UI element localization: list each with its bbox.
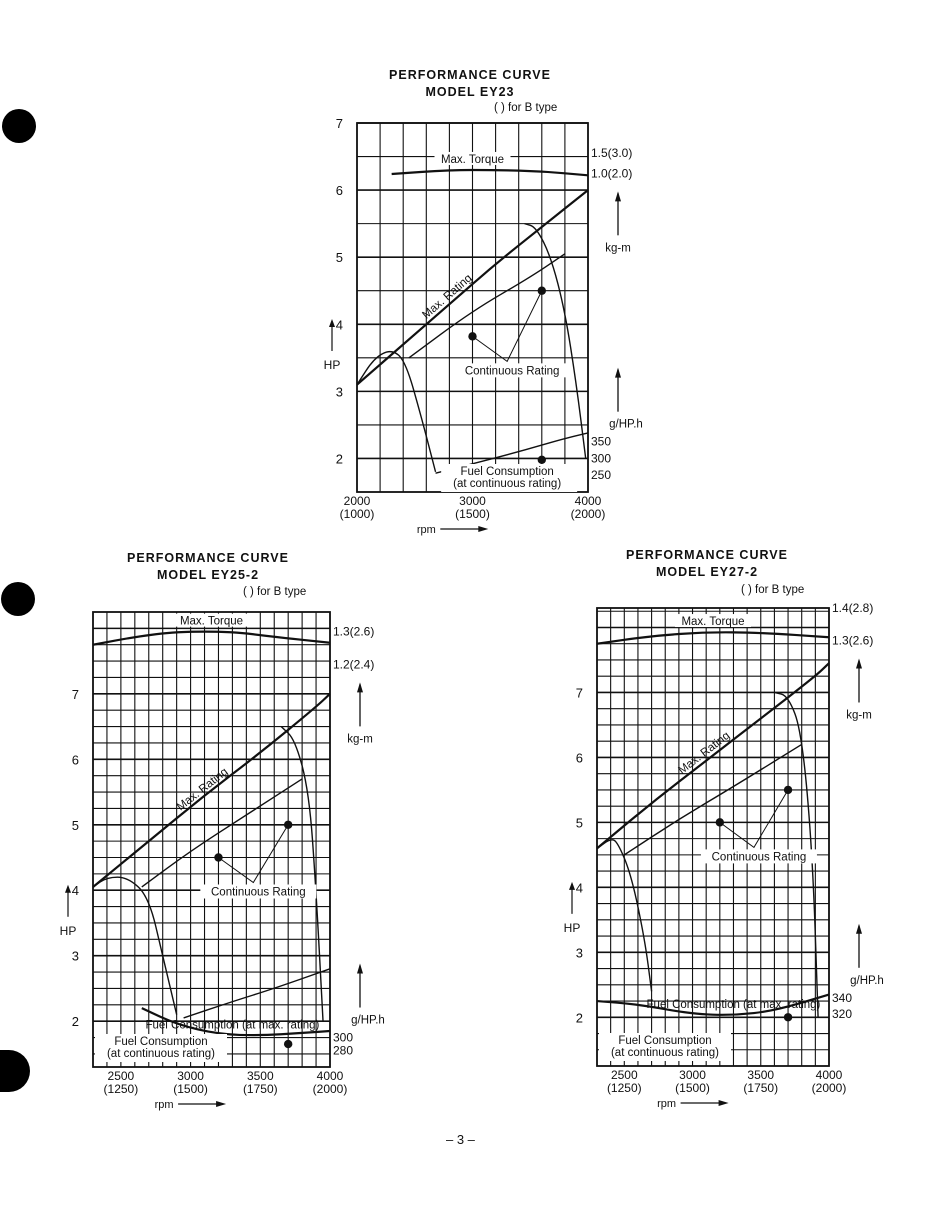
x-tick-sublabel: (2000) [811,1081,847,1095]
y-tick-label: 5 [575,815,583,831]
torque-unit-label: kg-m [846,709,872,722]
y-tick-label: 5 [71,817,79,833]
y-axis-label: HP [59,923,77,938]
y-tick-label: 2 [335,451,343,467]
fuel-tick-label: 280 [333,1043,354,1058]
label-max-rating: Max. Rating [676,729,733,777]
arrow-up-icon [569,882,575,890]
fuel-unit-label: g/HP.h [351,1014,385,1027]
x-tick-label: 3000 [459,494,486,508]
label-fuel-max: Fuel Consumption (at max. rating) [646,999,821,1012]
label-continuous-rating: Continuous Rating [464,365,560,378]
rating-point [784,1013,792,1021]
leader-line [473,291,542,362]
torque-tick-label: 1.3(2.6) [832,633,874,648]
x-tick-label: 3000 [177,1069,204,1083]
y-tick-label: 7 [335,116,343,131]
chart-subtitle: MODEL EY27-2 [655,565,759,579]
series-max-torque [392,170,588,175]
series-max-torque [597,632,829,643]
y-tick-label: 6 [335,183,343,199]
chart-subtitle: MODEL EY25-2 [156,568,260,582]
x-tick-label: 2500 [610,1068,638,1082]
arrow-up-icon [615,191,621,201]
b-type-note-ey27: ( ) for B type [741,584,805,596]
x-tick-sublabel: (1500) [675,1081,710,1095]
label-max-torque: Max. Torque [681,616,745,629]
label-continuous-rating: Continuous Rating [711,851,807,864]
x-tick-sublabel: (2000) [570,507,606,521]
series-max-hp-envelope-high- [524,224,585,459]
x-tick-sublabel: (1250) [606,1081,642,1095]
torque-tick-label: 1.3(2.6) [333,624,375,639]
x-tick-sublabel: (1750) [743,1081,779,1095]
rating-point [284,1040,292,1048]
chart-model-ey27-2 [564,601,884,1110]
rating-point [538,456,546,464]
x-axis-label: rpm [657,1098,677,1110]
torque-unit-label: kg-m [347,733,373,746]
y-tick-label: 7 [71,686,79,702]
label-max-torque: Max. Torque [179,615,244,628]
arrow-right-icon [216,1101,226,1107]
y-tick-label: 7 [575,685,583,701]
series-fuel-consumption-at-continuous-rating- [184,969,330,1018]
torque-tick-label: 1.0(2.0) [591,166,633,181]
grid [93,612,330,1067]
x-tick-label: 4000 [316,1069,344,1083]
rating-point [538,287,546,295]
x-tick-sublabel: (1500) [173,1082,208,1096]
x-axis-label: rpm [154,1099,174,1111]
label-max-torque: Max. Torque [440,153,505,166]
x-axis-label: rpm [416,524,436,536]
x-tick-sublabel: (1500) [455,507,490,521]
arrow-right-icon [478,526,488,532]
chart-model-ey25-2 [60,612,385,1111]
y-tick-label: 4 [71,883,79,899]
x-tick-label: 4000 [815,1068,843,1082]
x-tick-label: 3000 [679,1068,706,1082]
y-tick-label: 2 [71,1014,79,1030]
rating-point [468,332,476,340]
arrow-up-icon [615,368,621,378]
chart-model-ey23 [324,116,643,536]
fuel-tick-label: 340 [832,990,853,1005]
chart-title: PERFORMANCE CURVE [389,68,551,82]
label-fuel-condition: (at continuous rating) [610,1047,720,1059]
series-max-rating [597,663,829,848]
b-type-note-ey23: ( ) for B type [494,102,558,114]
grid [357,123,588,492]
label-fuel-condition: (at continuous rating) [453,478,562,490]
label-max-rating: Max. Rating [420,272,475,322]
fuel-tick-label: 250 [591,468,612,483]
x-tick-sublabel: (1000) [339,507,375,521]
fuel-unit-label: g/HP.h [609,418,643,431]
y-tick-label: 3 [335,384,343,400]
series-max-torque [93,632,330,645]
arrow-right-icon [719,1100,729,1106]
label-fuel-consumption: Fuel Consumption [114,1036,208,1048]
fuel-tick-label: 300 [333,1030,354,1045]
y-tick-label: 4 [335,317,343,333]
fuel-unit-label: g/HP.h [850,974,884,987]
arrow-up-icon [329,319,335,327]
series-max-hp-envelope [357,352,436,472]
y-tick-label: 6 [575,750,583,766]
y-tick-label: 4 [575,880,583,896]
chart-subtitle: MODEL EY23 [425,85,515,99]
plot-frame [93,612,330,1067]
chart-title: PERFORMANCE CURVE [626,548,788,562]
torque-tick-label: 1.4(2.8) [832,601,874,615]
y-tick-label: 3 [575,945,583,961]
x-tick-sublabel: (1250) [103,1082,139,1096]
x-tick-label: 2000 [343,494,371,508]
torque-tick-label: 1.5(3.0) [591,146,633,161]
fuel-tick-label: 350 [591,434,612,449]
label-continuous-rating: Continuous Rating [211,886,306,899]
series-continuous-rating [142,779,302,887]
y-axis-label: HP [563,920,581,935]
x-tick-label: 3500 [747,1068,775,1082]
y-tick-label: 2 [575,1010,583,1026]
label-max-rating: Max. Rating [174,765,231,814]
x-tick-label: 3500 [246,1069,274,1083]
torque-tick-label: 1.2(2.4) [333,657,375,672]
y-tick-label: 5 [335,250,343,266]
arrow-up-icon [856,658,862,668]
y-axis-label: HP [323,357,341,372]
label-fuel-consumption: Fuel Consumption [618,1035,712,1047]
page-number: – 3 – [446,1132,475,1147]
fuel-tick-label: 300 [591,451,612,466]
y-tick-label: 3 [71,948,79,964]
arrow-up-icon [357,964,363,974]
b-type-note-ey25: ( ) for B type [243,586,307,598]
x-tick-label: 4000 [574,494,602,508]
chart-title: PERFORMANCE CURVE [127,551,289,565]
arrow-up-icon [856,924,862,934]
torque-unit-label: kg-m [605,242,631,255]
label-fuel-condition: (at continuous rating) [106,1048,216,1060]
fuel-tick-label: 320 [832,1007,853,1022]
label-fuel-consumption: Fuel Consumption [460,466,554,478]
label-fuel-max: Fuel Consumption (at max. rating) [145,1019,320,1032]
x-tick-sublabel: (1750) [242,1082,278,1096]
x-tick-label: 2500 [107,1069,135,1083]
x-tick-sublabel: (2000) [312,1082,348,1096]
grid [597,608,829,1066]
y-tick-label: 6 [71,752,79,768]
arrow-up-icon [357,682,363,692]
arrow-up-icon [65,885,71,893]
